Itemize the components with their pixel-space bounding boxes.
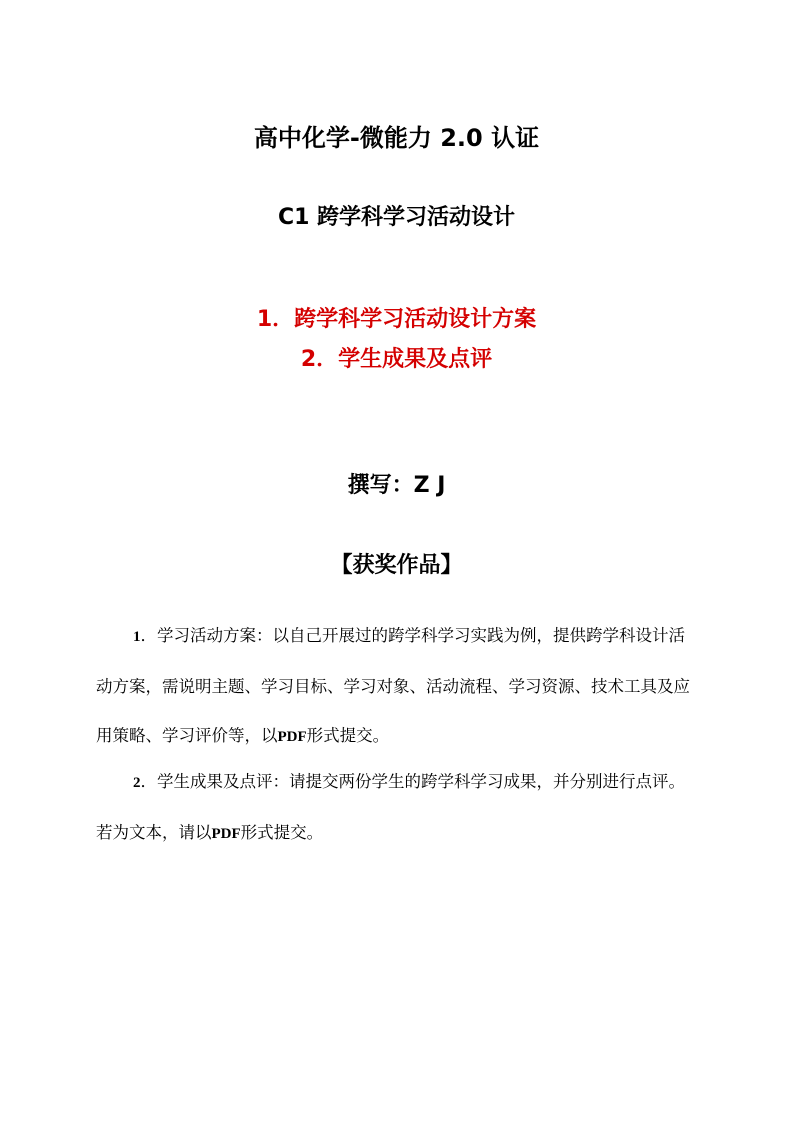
outline-item-1: 1．跨学科学习活动设计方案 [256,307,537,332]
format-name: PDF [211,826,241,842]
paragraph-text: ．学生成果及点评：请提交两份学生的跨学科学习成果，并分别进行点评。若为文本，请以 [96,772,685,842]
author-line: 撰写：Z J [347,473,446,498]
paragraph-number: 2 [133,775,141,791]
outline-item-2: 2．学生成果及点评 [300,347,493,372]
format-name: PDF [277,729,307,745]
document-title: 高中化学-微能力 2.0 认证 [253,124,540,152]
paragraph-2 [96,757,696,859]
paragraph-text-end: 形式提交。 [306,726,390,745]
paragraph-text-end: 形式提交。 [240,823,324,842]
document-subtitle: C1 跨学科学习活动设计 [277,205,516,230]
paragraph-text: ．学习活动方案：以自己开展过的跨学科学习实践为例，提供跨学科设计活动方案，需说明主题、学习目标、学习对象、活动流程、学习资源、技术工具及应用策略、学习评价等，以 [96,626,690,745]
paragraph-number: 1 [133,629,141,645]
paragraph-1 [96,611,696,762]
award-heading: 【获奖作品】 [330,553,463,578]
